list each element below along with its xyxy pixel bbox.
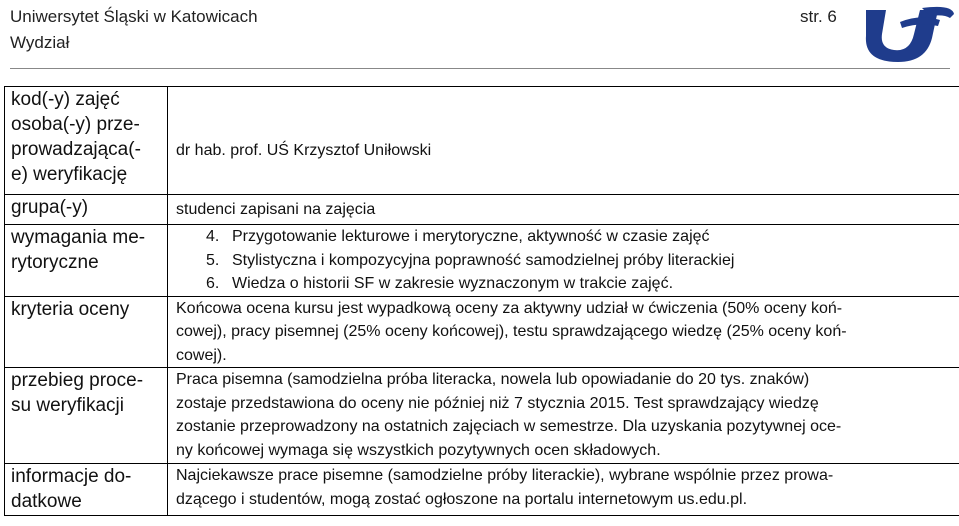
- row-label: osoba(-y) prze-: [11, 114, 140, 135]
- table-row: [5, 296, 959, 368]
- list-item: [176, 249, 959, 273]
- row-label: datkowe: [11, 491, 82, 512]
- instructor-name: dr hab. prof. UŚ Krzysztof Uniłowski: [176, 142, 432, 159]
- list-number: 6.: [206, 275, 220, 292]
- list-text: Wiedza o historii SF w zakresie wyznaczonym w trakcie zajęć.: [232, 275, 674, 292]
- text-line: ny końcowej wymaga się wszystkich pozytywnych ocen składowych.: [176, 441, 661, 459]
- row-value-cell: [168, 225, 959, 297]
- university-logo: [860, 4, 955, 64]
- list-number: 5.: [206, 251, 220, 269]
- list-number: 4.: [206, 228, 220, 245]
- row-value-cell: [168, 368, 959, 464]
- row-label: kod(-y) zajęć: [11, 89, 120, 110]
- course-info-table: [4, 86, 959, 516]
- group-value: studenci zapisani na zajęcia: [176, 201, 376, 218]
- row-value-cell: [168, 195, 959, 225]
- table-row: [5, 195, 959, 225]
- row-label: su weryfikacji: [11, 395, 124, 416]
- header-divider: [10, 68, 950, 69]
- table-row: [5, 225, 959, 297]
- list-text: Przygotowanie lekturowe i merytoryczne, aktywność w czasie zajęć: [232, 228, 710, 245]
- row-label: prowadzająca(-: [11, 139, 141, 160]
- table-row: [5, 87, 959, 195]
- row-label-cell: [5, 464, 168, 516]
- row-label-cell: [5, 87, 168, 195]
- row-label: wymagania me-: [11, 227, 146, 248]
- department-name: Wydział: [10, 33, 70, 52]
- text-line: cowej).: [176, 346, 227, 364]
- text-line: Końcowa ocena kursu jest wypadkową oceny za aktywny udział w ćwiczenia (50% oceny koń-: [176, 299, 843, 317]
- row-label: e) weryfikację: [11, 164, 128, 185]
- list-item: [176, 225, 959, 249]
- page-header: [10, 4, 950, 60]
- row-label-cell: [5, 296, 168, 368]
- table-row: [5, 368, 959, 464]
- row-label-cell: [5, 195, 168, 225]
- text-line: zostanie przeprowadzony na ostatnich zajęciach w semestrze. Dla uzyskania pozytywnej oce-: [176, 418, 842, 435]
- row-label: rytoryczne: [11, 252, 99, 273]
- row-label: przebieg proce-: [11, 370, 144, 391]
- text-line: dzącego i studentów, mogą zostać ogłoszone na portalu internetowym us.edu.pl.: [176, 490, 748, 508]
- row-label: grupa(-y): [11, 197, 89, 218]
- text-line: Praca pisemna (samodzielna próba literacka, nowela lub opowiadanie do 20 tys. znaków): [176, 371, 810, 388]
- text-line: Najciekawsze prace pisemne (samodzielne próby literackie), wybrane wspólnie przez prowa-: [176, 467, 834, 484]
- row-value-cell: [168, 296, 959, 368]
- row-value-cell: [168, 87, 959, 195]
- row-label-cell: [5, 225, 168, 297]
- table-row: [5, 464, 959, 516]
- page-number: str. 6: [800, 7, 837, 26]
- text-line: zostaje przedstawiona do oceny nie później niż 7 stycznia 2015. Test sprawdzający wiedzę: [176, 394, 819, 412]
- university-name: Uniwersytet Śląski w Katowicach: [10, 7, 258, 26]
- text-line: cowej), pracy pisemnej (25% oceny końcowej), testu sprawdzającego wiedzę (25% oceny koń-: [176, 323, 847, 340]
- row-label-cell: [5, 368, 168, 464]
- list-item: [176, 272, 959, 296]
- list-text: Stylistyczna i kompozycyjna poprawność samodzielnej próby literackiej: [232, 251, 735, 269]
- row-value-cell: [168, 464, 959, 516]
- row-label: informacje do-: [11, 466, 132, 487]
- row-label: kryteria oceny: [11, 298, 130, 320]
